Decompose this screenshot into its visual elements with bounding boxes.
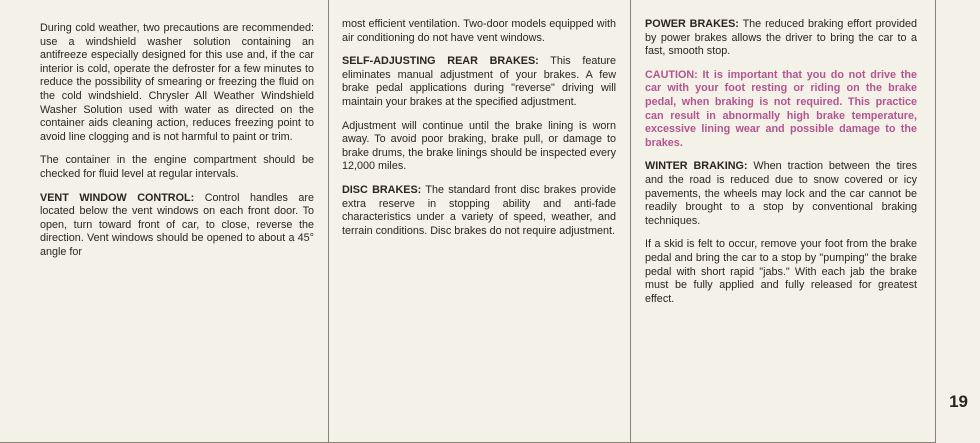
winter-braking-body: When traction between the tires and the road is reduced due to snow covered or icy pavements, the wheels may lock and the car cannot be readily brought to a stop by conventional braking techniques. <box>645 160 917 227</box>
disc-brakes-heading: DISC BRAKES: <box>342 183 422 196</box>
vent-window-heading: VENT WINDOW CONTROL: <box>40 191 195 204</box>
caution-paragraph: CAUTION: It is important that you do not drive the car with your foot resting or riding on the brake pedal, when braking is not required. This practice can result in abnormally high brake temperature, excessive lining wear and possible damage to the brakes. <box>645 68 917 149</box>
column-1 <box>40 22 314 270</box>
winter-braking-paragraph <box>645 160 917 228</box>
disc-brakes-body: The standard front disc brakes provide extra reserve in stopping ability and anti-fade characteristics under a variety of speed, weather, and terrain conditions. Disc brakes do not require adjustment. <box>342 183 616 237</box>
self-adjusting-heading: SELF-ADJUSTING REAR BRAKES: <box>342 55 539 68</box>
winter-braking-heading: WINTER BRAKING: <box>645 160 748 173</box>
self-adjusting-paragraph <box>342 55 616 109</box>
self-adjusting-body: This feature eliminates manual adjustment of your brakes. A few brake pedal applications during "reverse" driving will maintain your brakes at the specified adjustment. <box>342 55 616 108</box>
column-divider-2 <box>630 0 631 443</box>
column-2 <box>342 18 616 248</box>
disc-brakes-paragraph <box>342 184 616 238</box>
vent-window-paragraph <box>40 192 314 260</box>
washer-paragraph: During cold weather, two precautions are recommended: use a windshield washer solution containing an antifreeze especially designed for this use and, if the car interior is cold, operate the defroster for a few minutes to reduce the possibility of smearing or freezing the fluid on the cold windshield. Chrysler All Weather Windshield Washer Solution used with water as directed on the container aids cleaning action, reduces freezing point to avoid line clogging and is not harmful to paint or trim. <box>40 22 314 143</box>
adjustment-paragraph: Adjustment will continue until the brake lining is worn away. To avoid poor braking, brake pull, or damage to brake drums, the brake linings should be inspected every 12,000 miles. <box>342 119 616 173</box>
ventilation-paragraph: most efficient ventilation. Two-door models equipped with air conditioning do not have vent windows. <box>342 18 616 44</box>
power-brakes-body: The reduced braking effort provided by power brakes allows the driver to bring the car to a fast, smooth stop. <box>645 18 917 58</box>
page-edge-rule <box>935 0 936 443</box>
power-brakes-paragraph <box>645 18 917 59</box>
page-number: 19 <box>949 392 968 411</box>
power-brakes-heading: POWER BRAKES: <box>645 18 739 30</box>
column-3 <box>645 18 917 316</box>
vent-window-body: Control handles are located below the vent windows on each front door. To open, turn toward front of car, to close, reverse the direction. Vent windows should be opened to about a 45° angle for <box>40 191 314 258</box>
column-divider-1 <box>328 0 329 443</box>
container-paragraph: The container in the engine compartment should be checked for fluid level at regular intervals. <box>40 154 314 180</box>
skid-paragraph: If a skid is felt to occur, remove your foot from the brake pedal and bring the car to a stop by "pumping" the brake pedal with short rapid "jabs." With each jab the brake must be fully applied and fully released for greatest effect. <box>645 238 917 305</box>
